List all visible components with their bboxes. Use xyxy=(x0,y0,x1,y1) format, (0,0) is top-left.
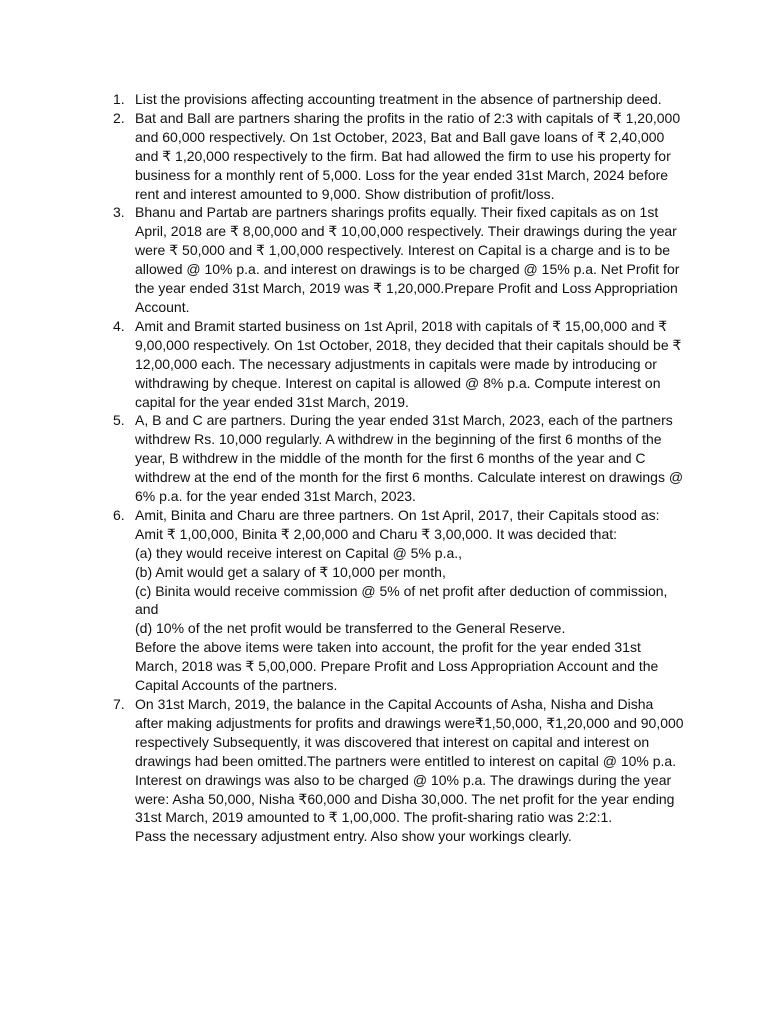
question-text-line: the year ended 31st March, 2019 was ₹ 1,20,000.Prepare Profit and Loss Appropriation xyxy=(135,280,678,297)
question-item xyxy=(0,411,768,506)
question-text-line: Before the above items were taken into account, the profit for the year ended 31st xyxy=(135,639,641,656)
question-text-line: Pass the necessary adjustment entry. Also show your workings clearly. xyxy=(135,828,572,845)
question-text-line: and ₹ 1,20,000 respectively to the firm. Bat had allowed the firm to use his property for xyxy=(135,147,671,164)
question-text-line: (a) they would receive interest on Capital @ 5% p.a., xyxy=(135,544,463,561)
question-text-line: Capital Accounts of the partners. xyxy=(135,677,338,694)
question-text-line: 12,00,000 each. The necessary adjustments in capitals were made by introducing or xyxy=(135,355,657,372)
question-item xyxy=(0,695,768,846)
question-text-line: year, B withdrew in the middle of the month for the first 6 months of the year and C xyxy=(135,450,646,467)
question-text-line: 6% p.a. for the year ended 31st March, 2023. xyxy=(135,488,416,505)
question-text-line: withdrawing by cheque. Interest on capital is allowed @ 8% p.a. Compute interest on xyxy=(135,374,661,391)
question-text-line: (d) 10% of the net profit would be transferred to the General Reserve. xyxy=(135,620,566,637)
question-text-line: withdrew at the end of the month for the first 6 months. Calculate interest on drawings @ xyxy=(135,469,684,486)
question-text-line: and xyxy=(135,601,159,618)
question-number: 7. xyxy=(113,696,125,712)
question-number: 5. xyxy=(113,412,125,429)
question-number: 1. xyxy=(113,91,125,107)
question-text-line: allowed @ 10% p.a. and interest on drawings is to be charged @ 15% p.a. Net Profit for xyxy=(135,261,680,278)
question-text-line: were: Asha 50,000, Nisha ₹60,000 and Disha 30,000. The net profit for the year ending xyxy=(135,790,675,807)
document-page xyxy=(0,90,768,846)
question-text-line: were ₹ 50,000 and ₹ 1,00,000 respectively. Interest on Capital is a charge and is to be xyxy=(135,242,671,259)
question-text-line: Amit and Bramit started business on 1st April, 2018 with capitals of ₹ 15,00,000 and ₹ xyxy=(135,317,668,334)
question-text-line: On 31st March, 2019, the balance in the Capital Accounts of Asha, Nisha and Disha xyxy=(135,696,654,712)
question-list xyxy=(0,90,768,846)
question-text-line: (c) Binita would receive commission @ 5% of net profit after deduction of commission, xyxy=(135,582,668,599)
question-number: 6. xyxy=(113,506,125,523)
question-text-line: 9,00,000 respectively. On 1st October, 2018, they decided that their capitals should be ₹ xyxy=(135,336,682,353)
question-text-line: (b) Amit would get a salary of ₹ 10,000 per month, xyxy=(135,563,446,580)
question-item xyxy=(0,203,768,316)
question-text-line: List the provisions affecting accounting treatment in the absence of partnership deed. xyxy=(135,91,662,107)
question-text-line: Interest on drawings was also to be charged @ 10% p.a. The drawings during the year xyxy=(135,771,672,788)
question-text-line: Bat and Ball are partners sharing the profits in the ratio of 2:3 with capitals of ₹ 1,20,000 xyxy=(135,109,681,126)
question-item xyxy=(0,317,768,412)
question-text-line: rent and interest amounted to 9,000. Show distribution of profit/loss. xyxy=(135,185,555,202)
question-text-line: Bhanu and Partab are partners sharings profits equally. Their fixed capitals as on 1st xyxy=(135,204,659,221)
question-text-line: Amit ₹ 1,00,000, Binita ₹ 2,00,000 and Charu ₹ 3,00,000. It was decided that: xyxy=(135,525,618,542)
question-text-line: business for a monthly rent of 5,000. Loss for the year ended 31st March, 2024 before xyxy=(135,166,669,183)
question-text-line: withdrew Rs. 10,000 regularly. A withdrew in the beginning of the first 6 months of the xyxy=(135,431,662,448)
question-text-line: drawings had been omitted.The partners were entitled to interest on capital @ 10% p.a. xyxy=(135,752,677,769)
question-text-line: after making adjustments for profits and drawings were₹1,50,000, ₹1,20,000 and 90,000 xyxy=(135,714,684,731)
question-item xyxy=(0,506,768,695)
question-item xyxy=(0,109,768,204)
question-number: 4. xyxy=(113,317,125,334)
question-number: 3. xyxy=(113,204,125,221)
question-text-line: April, 2018 are ₹ 8,00,000 and ₹ 10,00,000 respectively. Their drawings during the year xyxy=(135,223,677,240)
question-text-line: capital for the year ended 31st March, 2019. xyxy=(135,393,409,410)
question-text-line: March, 2018 was ₹ 5,00,000. Prepare Profit and Loss Appropriation Account and the xyxy=(135,658,659,675)
question-text-line: Account. xyxy=(135,298,190,315)
question-text-line: Amit, Binita and Charu are three partners. On 1st April, 2017, their Capitals stood as: xyxy=(135,506,660,523)
question-text-line: respectively Subsequently, it was discovered that interest on capital and interest on xyxy=(135,733,650,750)
question-text-line: and 60,000 respectively. On 1st October, 2023, Bat and Ball gave loans of ₹ 2,40,000 xyxy=(135,128,665,145)
question-text-line: 31st March, 2019 amounted to ₹ 1,00,000. The profit-sharing ratio was 2:2:1. xyxy=(135,809,613,826)
question-number: 2. xyxy=(113,109,125,126)
question-item xyxy=(0,90,768,109)
question-text-line: A, B and C are partners. During the year ended 31st March, 2023, each of the partners xyxy=(135,412,673,429)
